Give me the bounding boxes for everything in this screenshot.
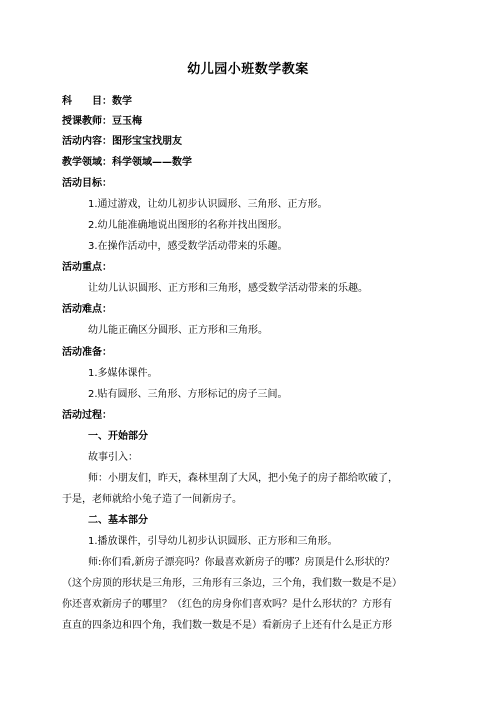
subject-row: [62, 95, 132, 109]
teacher-label: 授课教师：: [62, 116, 112, 127]
goals-heading: 活动目标：: [62, 178, 112, 189]
story-intro: 故事引入：: [88, 452, 138, 463]
paragraph-line: 师:你们看,新房子漂亮吗？你最喜欢新房子的哪？房顶是什么形状的？: [88, 557, 395, 568]
content-row: [62, 135, 182, 149]
document-title: 幼儿园小班数学教案: [187, 62, 309, 77]
subject-label: 科 目：: [62, 96, 112, 107]
process-heading: 活动过程：: [62, 410, 112, 421]
paragraph-line: 你还喜欢新房子的哪里？（红色的房身你们喜欢吗？是什么形状的？方形有: [62, 599, 392, 610]
teacher-row: [62, 115, 142, 129]
content-value: 图形宝宝找朋友: [112, 136, 182, 147]
preparation-item: 1.多媒体课件。: [88, 368, 158, 379]
goal-item: 2.幼儿能准确地说出图形的名称并找出图形。: [88, 220, 288, 231]
paragraph-line: 直直的四条边和四个角，我们数一数是不是）看新房子上还有什么是正方形: [62, 620, 392, 631]
goal-item: 1.通过游戏，让幼儿初步认识圆形、三角形、正方形。: [88, 199, 328, 210]
key-points-heading: 活动重点：: [62, 262, 112, 273]
part2-heading: 二、基本部分: [88, 515, 148, 526]
subject-value: 数学: [112, 96, 132, 107]
preparation-item: 2.贴有圆形、三角形、方形标记的房子三间。: [88, 389, 288, 400]
part1-heading: 一、开始部分: [88, 431, 148, 442]
preparation-heading: 活动准备：: [62, 347, 112, 358]
goal-item: 3.在操作活动中，感受数学活动带来的乐趣。: [88, 241, 288, 252]
story-line: 于是，老师就给小兔子造了一间新房子。: [62, 494, 242, 505]
story-line: 师：小朋友们，昨天，森林里刮了大风，把小兔子的房子都给吹破了，: [88, 473, 398, 484]
key-points-text: 让幼儿认识圆形、正方形和三角形，感受数学活动带来的乐趣。: [88, 283, 368, 294]
difficulties-heading: 活动难点：: [62, 304, 112, 315]
content-label: 活动内容：: [62, 136, 112, 147]
field-value: 科学领域——数学: [112, 157, 192, 168]
field-row: [62, 156, 192, 170]
step-item: 1.播放课件，引导幼儿初步认识圆形、正方形和三角形。: [88, 536, 338, 547]
difficulties-text: 幼儿能正确区分圆形、正方形和三角形。: [88, 325, 268, 336]
field-label: 教学领域：: [62, 157, 112, 168]
paragraph-line: （这个房顶的形状是三角形，三角形有三条边，三个角，我们数一数是不是）: [62, 578, 402, 589]
teacher-value: 豆玉梅: [112, 116, 142, 127]
